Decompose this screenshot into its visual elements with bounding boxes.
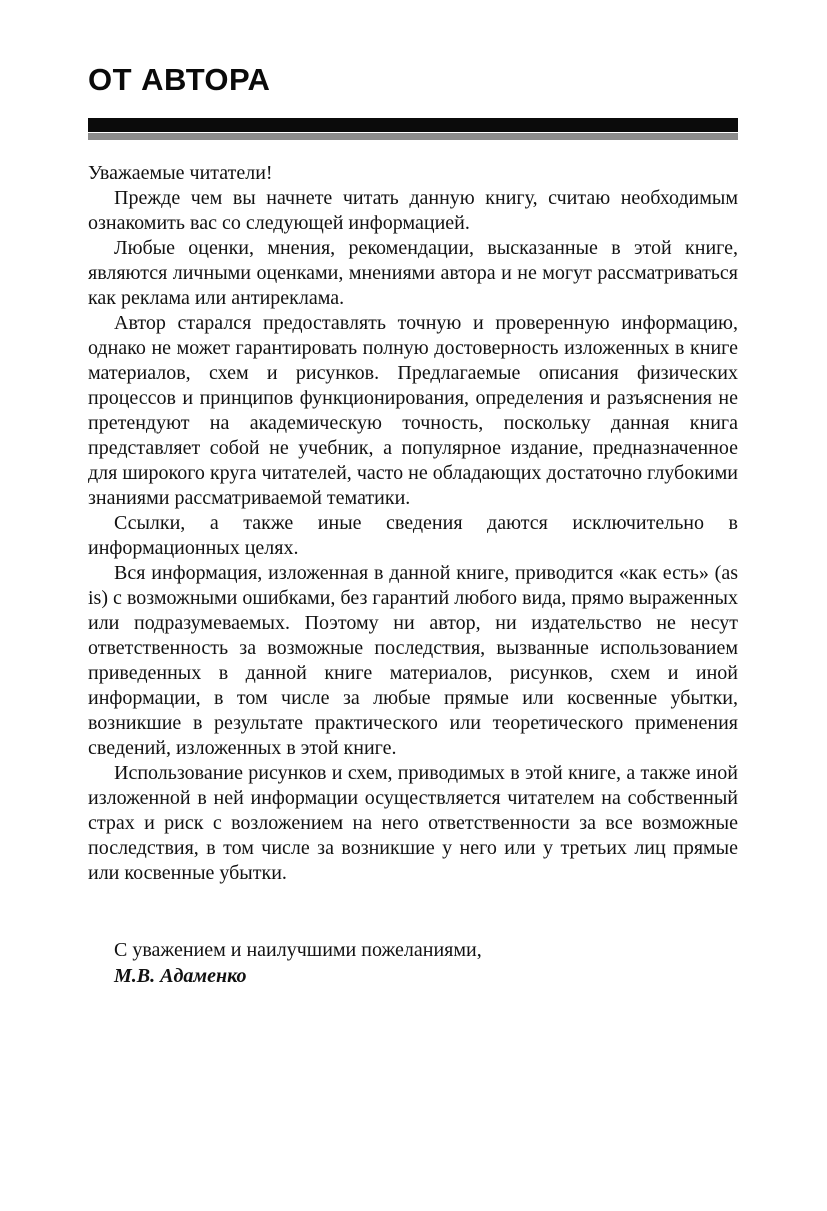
greeting: Уважаемые читатели!: [88, 162, 273, 184]
body-text: [88, 161, 738, 886]
paragraph: Ссылки, а также иные сведения даются исключительно в информационных целях.: [88, 512, 738, 559]
title-rule-thick: [88, 118, 738, 132]
closing-line: С уважением и наилучшими пожеланиями,: [114, 939, 482, 961]
paragraph: Прежде чем вы начнете читать данную книгу, считаю необходимым ознакомить вас со следующей информацией.: [88, 187, 738, 234]
paragraph: Вся информация, изложенная в данной книге, приводится «как есть» (as is) с возможными ошибками, без гарантий любого вида, прямо выраженных или подразумеваемых. Поэтому ни автор, ни издательство не несут ответственность за возможные последствия, вызванные использованием приведенных в данной книге материалов, рисунков, схем и иной информации, в том числе за любые прямые или косвенные убытки, возникшие в результате практического или теоретического применения сведений, изложенных в этой книге.: [88, 562, 738, 759]
paragraph: Использование рисунков и схем, приводимых в этой книге, а также иной изложенной в ней информации осуществляется читателем на собственный страх и риск с возложением на него ответственности за все возможные последствия, в том числе за возникшие у него или у третьих лиц прямые или косвенные убытки.: [88, 762, 738, 884]
paragraph: Любые оценки, мнения, рекомендации, высказанные в этой книге, являются личными оценками, мнениями автора и не могут рассматриваться как реклама или антиреклама.: [88, 237, 738, 309]
author-name: М.В. Адаменко: [114, 965, 247, 987]
signoff: [88, 937, 738, 989]
paragraph: Автор старался предоставлять точную и проверенную информацию, однако не может гарантировать полную достоверность изложенных в книге материалов, схем и рисунков. Предлагаемые описания физических процессов и принципов функционирования, определения и разъяснения не претендуют на академическую точность, поскольку данная книга представляет собой не учебник, а популярное издание, предназначенное для широкого круга читателей, часто не обладающих достаточно глубокими знаниями рассматриваемой тематики.: [88, 312, 738, 509]
title-rule-thin: [88, 133, 738, 140]
page: [88, 0, 738, 1211]
chapter-title: ОТ АВТОРА: [88, 62, 271, 97]
